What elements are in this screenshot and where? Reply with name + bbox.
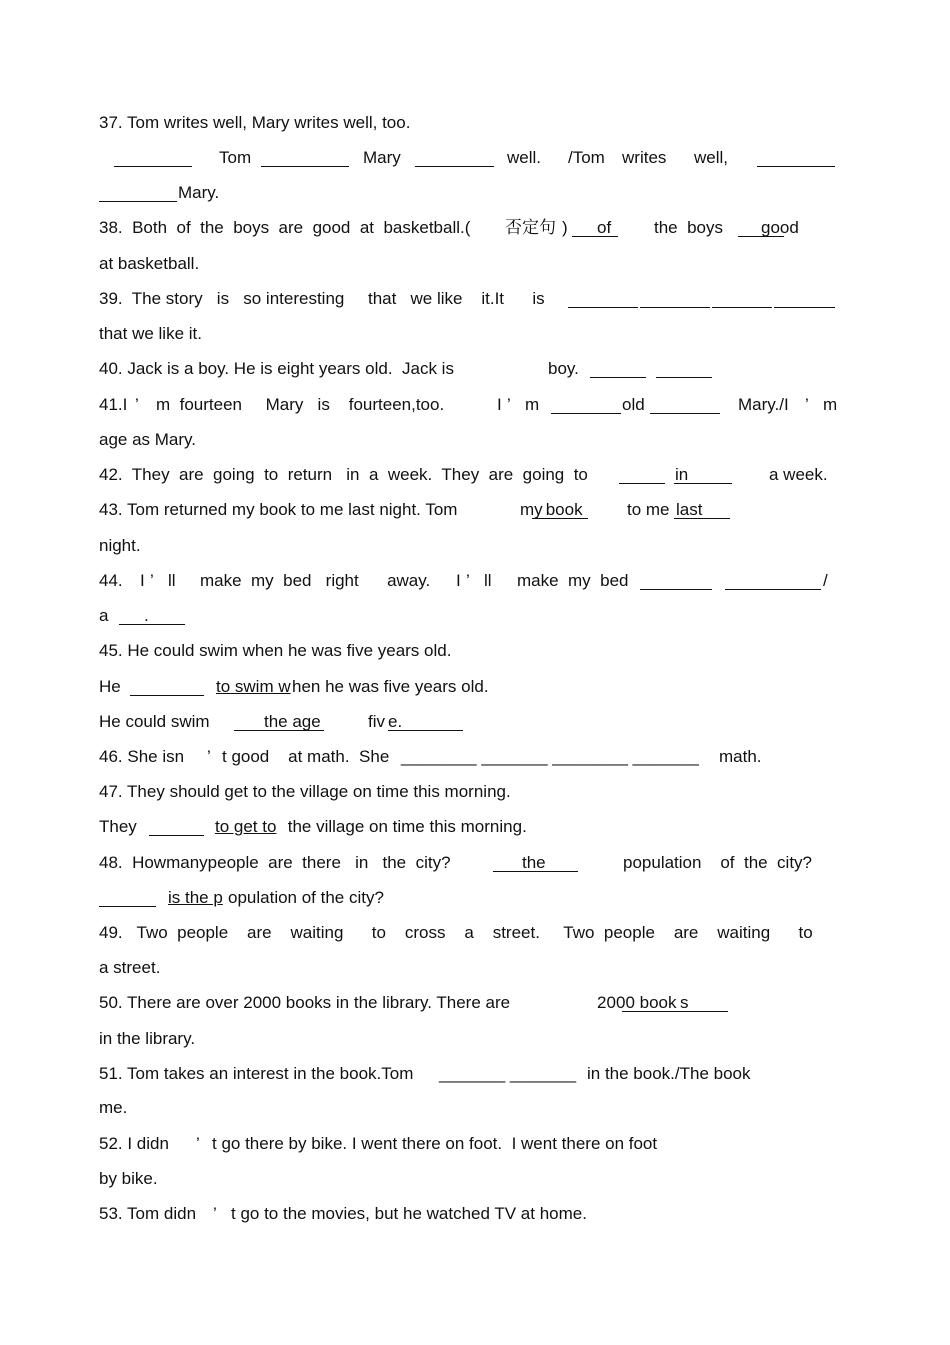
q47-prompt (0, 780, 950, 804)
q37-answer-line-1 (0, 146, 950, 170)
word: Tom (219, 148, 252, 167)
word: /Tom (568, 148, 605, 167)
word: m (823, 395, 838, 414)
blank[interactable] (650, 395, 720, 414)
question-text: 41.I (99, 395, 128, 414)
question-text: 37. Tom writes well, Mary writes well, too. (99, 113, 411, 132)
blank[interactable] (261, 148, 349, 167)
word: age as Mary. (99, 430, 197, 449)
question-text: m fourteen Mary is fourteen,too. (156, 395, 445, 414)
blank[interactable]: _______ _______ (439, 1064, 577, 1083)
blank[interactable] (119, 606, 185, 625)
question-text: 43. Tom returned my book to me last night. Tom (99, 500, 458, 519)
word: my (520, 500, 543, 519)
blank[interactable] (640, 289, 710, 308)
answer-word: of (597, 218, 612, 237)
word: He could swim (99, 712, 210, 731)
question-text: 40. Jack is a boy. He is eight years old. Jack is (99, 359, 454, 378)
q48-line-2 (0, 886, 950, 910)
word: I (456, 571, 461, 590)
blank[interactable] (712, 289, 772, 308)
word: math. (719, 747, 762, 766)
word: m (525, 395, 540, 414)
word: in the library. (99, 1029, 196, 1048)
word: old (622, 395, 645, 414)
q45-prompt (0, 639, 950, 663)
word: e. (388, 712, 403, 731)
word: Mary. (178, 183, 220, 202)
answer-word: to swim w (216, 677, 291, 696)
answer-word: good (761, 218, 799, 237)
word: a street. (99, 958, 161, 977)
word: in the book./The book (587, 1064, 751, 1083)
word: Mary (363, 148, 401, 167)
q37-answer-line-2 (0, 181, 950, 205)
word: s (680, 993, 689, 1012)
apostrophe: ’ (196, 1134, 200, 1153)
answer-word: last (676, 500, 703, 519)
question-text: 50. There are over 2000 books in the library. There are (99, 993, 511, 1012)
blank[interactable] (590, 359, 646, 378)
word: that we like it. (99, 324, 202, 343)
word: fiv (368, 712, 385, 731)
word: / (823, 571, 828, 590)
q52-line-2 (0, 1167, 950, 1191)
q41-line-2 (0, 428, 950, 452)
answer-word: 00 book (616, 993, 677, 1012)
question-text: 51. Tom takes an interest in the book.Tom (99, 1064, 414, 1083)
blank[interactable] (130, 677, 204, 696)
blank[interactable] (99, 183, 177, 202)
blank[interactable] (415, 148, 494, 167)
word: a week. (769, 465, 828, 484)
apostrophe: ’ (135, 395, 139, 414)
question-text: make my bed (517, 571, 629, 590)
blank[interactable]: ________ _______ ________ _______ (401, 747, 699, 766)
word: ll (484, 571, 492, 590)
question-text: 49. Two people are waiting to cross a street. Two people are waiting to (99, 923, 813, 942)
word: hen he was five years old. (292, 677, 489, 696)
answer-word: book (541, 500, 583, 519)
word: me. (99, 1098, 128, 1117)
q38-line-2 (0, 252, 950, 276)
q39-line-2 (0, 322, 950, 346)
blank[interactable] (725, 571, 821, 590)
question-text: 46. She isn (99, 747, 185, 766)
word: He (99, 677, 121, 696)
answer-word: . (144, 606, 149, 625)
q40-line (0, 357, 950, 381)
blank[interactable] (568, 289, 638, 308)
q37-prompt (0, 111, 950, 135)
q39-line-1 (0, 287, 950, 311)
answer-word: the age (264, 712, 321, 731)
q43-line-1 (0, 498, 950, 522)
q45-line-2 (0, 675, 950, 699)
blank[interactable] (551, 395, 621, 414)
word: to me (627, 500, 670, 519)
apostrophe: ’ (213, 1204, 217, 1223)
q42-line (0, 463, 950, 487)
word: well. (507, 148, 542, 167)
q51-line-1 (0, 1062, 950, 1086)
word: night. (99, 536, 141, 555)
q44-line-1 (0, 569, 950, 593)
answer-word: in (675, 465, 689, 484)
blank[interactable] (774, 289, 835, 308)
blank[interactable] (114, 148, 192, 167)
word: a (99, 606, 109, 625)
word: the boys (654, 218, 723, 237)
word: writes (622, 148, 667, 167)
q49-line-1 (0, 921, 950, 945)
question-text: t go to the movies, but he watched TV at home. (231, 1204, 587, 1223)
word: They (99, 817, 137, 836)
q46-line (0, 745, 950, 769)
answer-word: is the p (168, 888, 223, 907)
question-text: 53. Tom didn (99, 1204, 197, 1223)
blank[interactable] (640, 571, 712, 590)
q49-line-2 (0, 956, 950, 980)
q51-line-2 (0, 1096, 950, 1120)
q47-line-2 (0, 815, 950, 839)
question-text: 39. The story is so interesting that we like it.It is (99, 289, 545, 308)
q53-line (0, 1202, 950, 1226)
word: at basketball. (99, 254, 200, 273)
question-text: 47. They should get to the village on time this morning. (99, 782, 511, 801)
word: opulation of the city? (228, 888, 384, 907)
blank[interactable] (656, 359, 712, 378)
answer-word: to get to (215, 817, 277, 836)
q43-line-2 (0, 534, 950, 558)
word: boy. (548, 359, 579, 378)
question-text: t good at math. She (222, 747, 390, 766)
question-text: 38. Both of the boys are good at basketball.( (99, 218, 471, 237)
apostrophe: ’ (507, 395, 511, 414)
question-text: t go there by bike. I went there on foot. I went there on foot (212, 1134, 658, 1153)
blank[interactable] (99, 888, 156, 907)
q44-line-2 (0, 604, 950, 628)
question-text: 45. He could swim when he was five years old. (99, 641, 452, 660)
q52-line-1 (0, 1132, 950, 1156)
word: 20 (597, 993, 616, 1012)
paren: ) (562, 218, 568, 237)
question-text: 52. I didn (99, 1134, 169, 1153)
apostrophe: ’ (150, 571, 154, 590)
q41-line-1 (0, 393, 950, 417)
q50-line-2 (0, 1027, 950, 1051)
word: well, (694, 148, 729, 167)
q45-line-3 (0, 710, 950, 734)
blank[interactable] (619, 465, 665, 484)
question-number: 44. (99, 571, 123, 590)
q48-line-1 (0, 851, 950, 875)
word: population of the city? (623, 853, 813, 872)
q38-line-1 (0, 216, 950, 240)
apostrophe: ’ (805, 395, 809, 414)
apostrophe: ’ (466, 571, 470, 590)
answer-word: the (522, 853, 546, 872)
question-text: make my bed right away. (200, 571, 431, 590)
question-text: 42. They are going to return in a week. They are going to (99, 465, 588, 484)
word: I (497, 395, 502, 414)
word: the village on time this morning. (283, 817, 527, 836)
q50-line-1 (0, 991, 950, 1015)
word: I (140, 571, 145, 590)
blank[interactable] (757, 148, 835, 167)
blank[interactable] (149, 817, 204, 836)
apostrophe: ’ (207, 747, 211, 766)
instruction: 否定句 (505, 218, 556, 237)
word: by bike. (99, 1169, 158, 1188)
word: Mary./I (738, 395, 789, 414)
word: ll (168, 571, 176, 590)
question-text: 48. Howmanypeople are there in the city? (99, 853, 451, 872)
